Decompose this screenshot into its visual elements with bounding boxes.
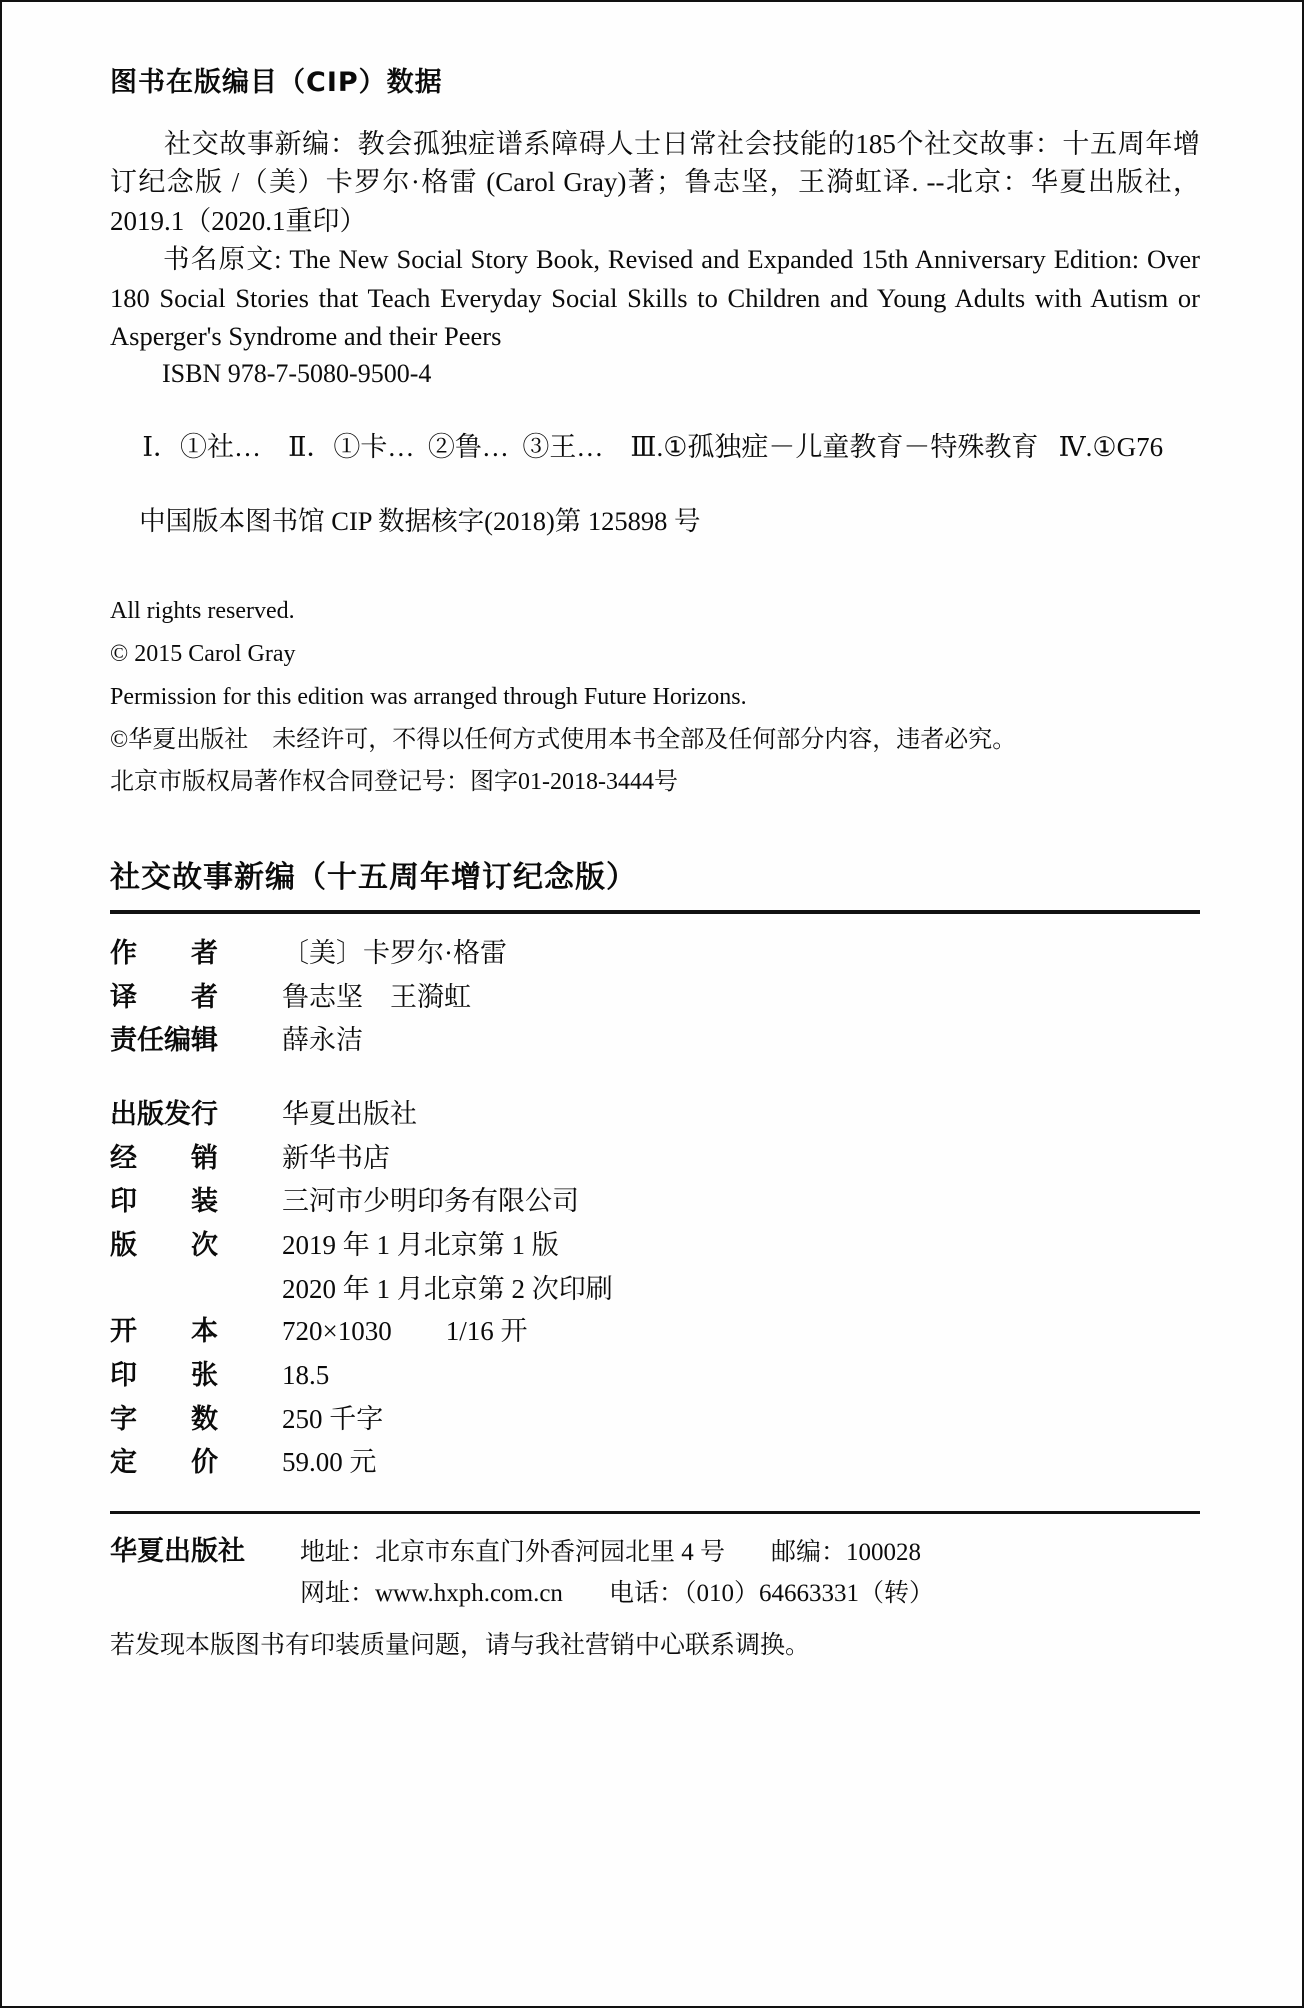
detail-row [110, 1093, 1200, 1137]
classification-part-6: Ⅳ.①G76 [1058, 431, 1164, 462]
publication-details-block [110, 1093, 1200, 1485]
credits-value: 〔美〕卡罗尔·格雷 [282, 938, 507, 969]
rights-block [110, 590, 1200, 804]
detail-row [110, 1441, 1200, 1485]
footer-quality-note: 若发现本版图书有印装质量问题，请与我社营销中心联系调换。 [110, 1632, 811, 1660]
detail-row [110, 1180, 1200, 1224]
detail-label: 出版发行 [110, 1099, 218, 1131]
credits-spacer [110, 1063, 1200, 1093]
detail-row [110, 1224, 1200, 1268]
detail-label: 字 数 [110, 1403, 218, 1435]
detail-row [110, 1354, 1200, 1398]
footer-contact-row [110, 1574, 1200, 1615]
colophon-bottom-rule [110, 1511, 1200, 1514]
detail-label: 经 销 [110, 1142, 218, 1174]
publisher-footer [110, 1530, 1200, 1667]
cip-classification [110, 427, 1200, 468]
credits-value: 鲁志坚 王漪虹 [282, 981, 471, 1012]
credits-label: 作 者 [110, 938, 218, 970]
cip-original-title: 书名原文: The New Social Story Book, Revised and Expanded 15th Anniversary Edition: Over 180 Social Stories that Teach Everyday Social Skills to Children and Young Adults with Autism or Asperger's Syndrome and their Peers [110, 243, 1200, 352]
detail-label: 开 本 [110, 1316, 218, 1348]
detail-value: 华夏出版社 [282, 1099, 417, 1130]
rights-line-publisher-notice: ©华夏出版社 未经许可，不得以任何方式使用本书全部及任何部分内容，违者必究。 [110, 726, 1017, 753]
detail-value: 18.5 [282, 1359, 330, 1390]
detail-row [110, 1137, 1200, 1181]
detail-value: 59.00 元 [282, 1447, 377, 1478]
rights-line-permission: Permission for this edition was arranged through Future Horizons. [110, 683, 747, 710]
detail-value: 三河市少明印务有限公司 [282, 1186, 579, 1217]
detail-value: 720×1030 1/16 开 [282, 1316, 528, 1347]
detail-row [110, 1268, 1200, 1311]
detail-value: 2020 年 1 月北京第 2 次印刷 [282, 1273, 613, 1304]
classification-part-1: Ⅰ．①社… [142, 431, 262, 462]
detail-value: 2019 年 1 月北京第 1 版 [282, 1229, 559, 1260]
credits-row [110, 1019, 1200, 1063]
cip-number: 中国版本图书馆 CIP 数据核字(2018)第 125898 号 [139, 506, 701, 537]
detail-label: 印 张 [110, 1359, 218, 1391]
page-content [110, 42, 1200, 1667]
credits-block [110, 932, 1200, 1485]
credits-value: 薛永洁 [282, 1025, 363, 1056]
detail-row [110, 1398, 1200, 1442]
cip-bibliographic-block [110, 125, 1200, 393]
footer-address: 地址：北京市东直门外香河园北里 4 号 [300, 1538, 726, 1566]
footer-website[interactable]: 网址：www.hxph.com.cn [300, 1579, 563, 1607]
classification-part-4: ③王… [522, 431, 604, 462]
detail-label: 定 价 [110, 1447, 218, 1479]
detail-label: 印 装 [110, 1186, 218, 1218]
credits-row [110, 932, 1200, 976]
credits-label: 责任编辑 [110, 1025, 218, 1057]
rights-line-copyright: © 2015 Carol Gray [110, 641, 296, 668]
footer-phone: 电话：（010）64663331（转） [608, 1579, 934, 1607]
credits-label: 译 者 [110, 981, 218, 1013]
colophon-top-rule [110, 910, 1200, 914]
footer-postcode: 邮编：100028 [771, 1538, 922, 1566]
rights-line-registration: 北京市版权局著作权合同登记号：图字01-2018-3444号 [110, 769, 678, 796]
credits-row [110, 976, 1200, 1020]
rights-line-all-rights: All rights reserved. [110, 598, 295, 625]
classification-part-5: Ⅲ.①孤独症－儿童教育－特殊教育 [630, 431, 1039, 462]
footer-publisher-name: 华夏出版社 [110, 1535, 245, 1567]
classification-part-3: ②鲁… [427, 431, 509, 462]
footer-address-row [110, 1530, 1200, 1574]
detail-row [110, 1310, 1200, 1354]
cip-heading: 图书在版编目（CIP）数据 [110, 67, 443, 98]
cip-isbn: ISBN 978-7-5080-9500-4 [162, 359, 432, 389]
classification-part-2: Ⅱ．①卡… [288, 431, 415, 462]
detail-label: 版 次 [110, 1229, 218, 1261]
colophon-title: 社交故事新编（十五周年增订纪念版） [110, 860, 637, 896]
detail-value: 250 千字 [282, 1403, 384, 1434]
cip-main-entry: 社交故事新编：教会孤独症谱系障碍人士日常社会技能的185个社交故事：十五周年增订纪念版 /（美）卡罗尔·格雷 (Carol Gray)著；鲁志坚，王漪虹译. --北京：华夏出版社，2019.1（2020.1重印） [110, 129, 1200, 236]
detail-value: 新华书店 [282, 1142, 390, 1173]
